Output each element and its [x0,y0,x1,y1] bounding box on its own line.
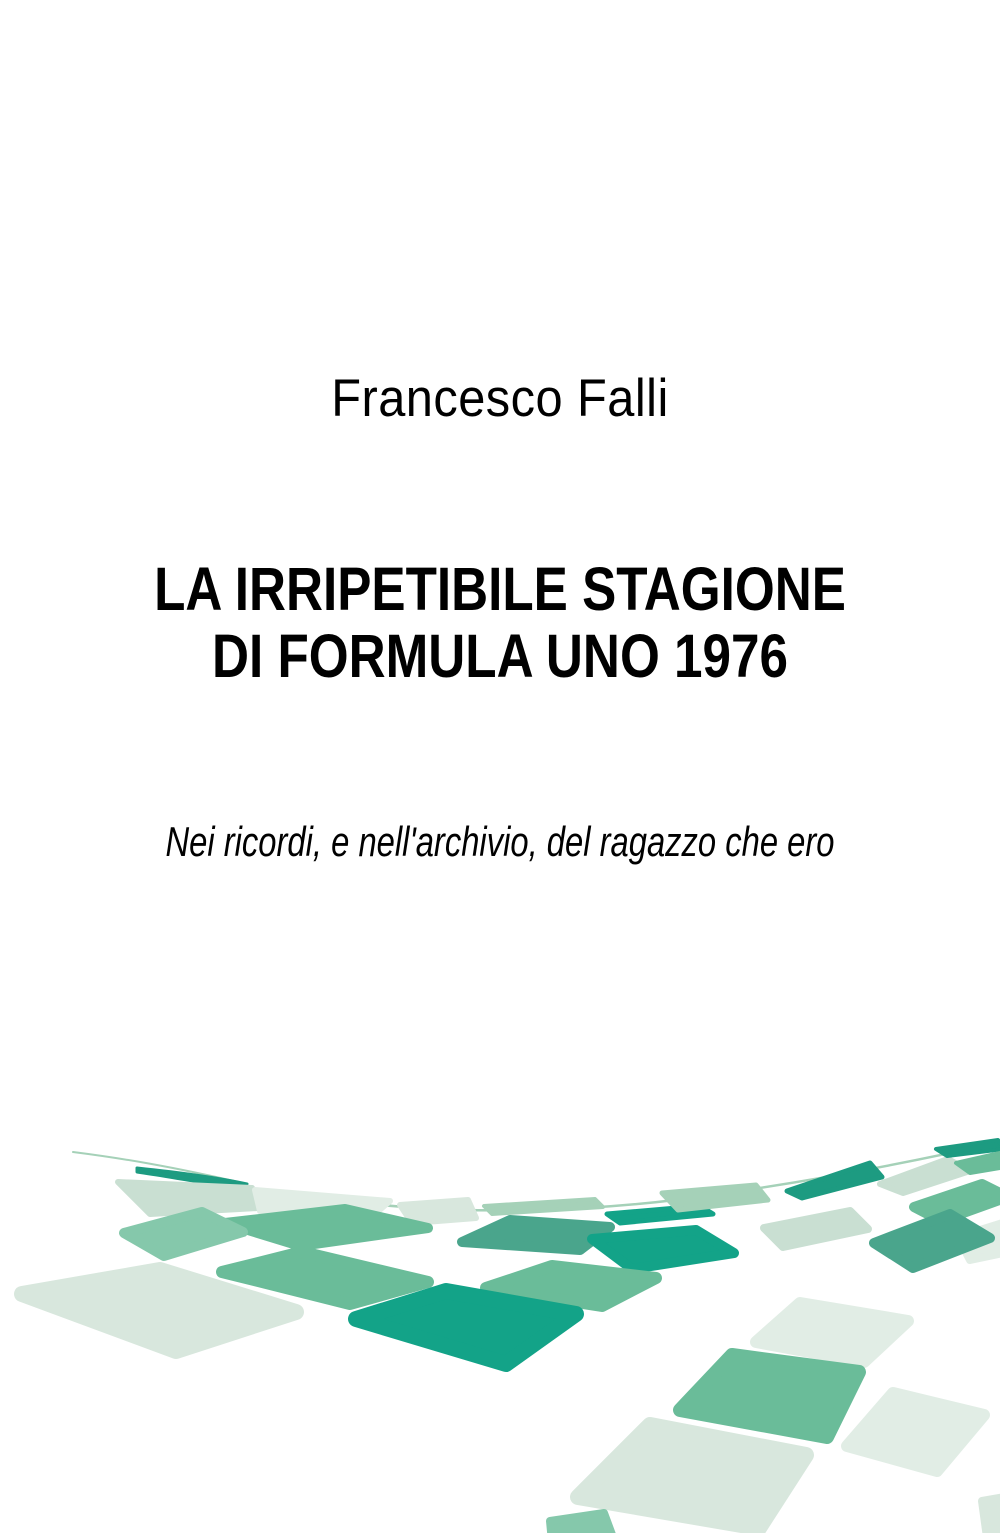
book-subtitle: Nei ricordi, e nell'archivio, del ragazzo che ero [165,818,835,865]
tile [847,1393,984,1471]
tile [680,1355,859,1437]
book-title-line1: LA IRRIPETIBILE STAGIONE [154,555,846,623]
tile [756,1303,908,1362]
tile [578,1425,806,1528]
tile [356,1291,576,1364]
tile-group [22,1140,1000,1533]
tile [118,1182,258,1214]
tile [462,1220,610,1250]
tile [225,1209,428,1246]
tile [484,1199,603,1214]
tile [982,1496,1000,1533]
tile [662,1185,768,1210]
tile [764,1211,868,1247]
tile [550,1513,614,1533]
tile [124,1212,243,1256]
book-title-line2: DI FORMULA UNO 1976 [211,622,789,690]
mosaic-wave-graphic [0,1100,1000,1533]
author-name: Francesco Falli [331,369,669,428]
book-title [80,556,920,690]
tile [592,1230,734,1269]
